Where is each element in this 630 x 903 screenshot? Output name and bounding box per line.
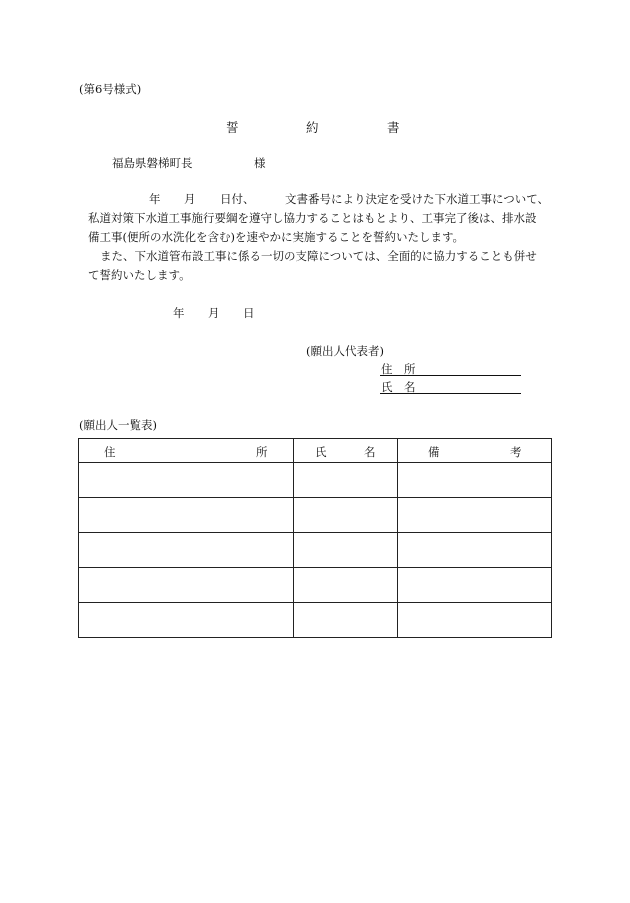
representative-name-label: 氏 名 (381, 380, 416, 394)
representative-name-line[interactable] (380, 393, 521, 394)
address-cell[interactable] (79, 463, 294, 498)
name-cell[interactable] (294, 498, 398, 533)
remarks-cell[interactable] (398, 568, 552, 603)
applicant-list-heading: (願出人一覧表) (79, 418, 157, 432)
representative-heading: (願出人代表者) (306, 344, 384, 358)
form-number: (第6号様式) (79, 82, 142, 96)
name-cell[interactable] (294, 603, 398, 638)
remarks-cell[interactable] (398, 498, 552, 533)
table-header-row (79, 439, 552, 463)
decision-year: 年 (149, 192, 161, 206)
header-address (79, 439, 294, 463)
representative-address-label: 住 所 (381, 362, 416, 376)
title-char-2: 約 (306, 120, 319, 135)
address-cell[interactable] (79, 568, 294, 603)
body-line-3: また、下水道管布設工事に係る一切の支障については、全面的に協力することも併せ (100, 249, 537, 263)
header-remarks-char-1: 備 (428, 445, 440, 459)
table-row (79, 533, 552, 568)
header-remarks (398, 439, 552, 463)
sign-day: 日 (243, 306, 255, 320)
table-row (79, 568, 552, 603)
decision-month: 月 (184, 192, 196, 206)
body-line-4: て誓約いたします。 (88, 268, 191, 282)
header-name-char-1: 氏 (315, 445, 327, 459)
address-cell[interactable] (79, 603, 294, 638)
header-remarks-char-2: 考 (510, 445, 522, 459)
remarks-cell[interactable] (398, 603, 552, 638)
addressee-name: 福島県磐梯町長 (112, 156, 193, 170)
name-cell[interactable] (294, 533, 398, 568)
address-cell[interactable] (79, 498, 294, 533)
name-cell[interactable] (294, 568, 398, 603)
body-line-2: 備工事(便所の水洗化を含む)を速やかに実施することを誓約いたします。 (88, 230, 465, 244)
title-char-3: 書 (387, 120, 400, 135)
body-line-1: 私道対策下水道工事施行要綱を遵守し協力することはもとより、工事完了後は、排水設 (88, 211, 537, 225)
table-row (79, 463, 552, 498)
decision-day: 日付、 (220, 192, 255, 206)
table-row (79, 498, 552, 533)
header-name-char-2: 名 (364, 445, 376, 459)
remarks-cell[interactable] (398, 463, 552, 498)
representative-address-line[interactable] (380, 375, 521, 376)
applicant-table (78, 438, 552, 638)
name-cell[interactable] (294, 463, 398, 498)
addressee-honorific: 様 (254, 156, 266, 170)
sign-month: 月 (208, 306, 220, 320)
title-char-1: 誓 (226, 120, 239, 135)
remarks-cell[interactable] (398, 533, 552, 568)
header-address-char-2: 所 (256, 445, 268, 459)
document-number-text: 文書番号により決定を受けた下水道工事について、 (285, 192, 550, 206)
address-cell[interactable] (79, 533, 294, 568)
header-name (294, 439, 398, 463)
sign-year: 年 (173, 306, 185, 320)
header-address-char-1: 住 (104, 445, 116, 459)
table-row (79, 603, 552, 638)
